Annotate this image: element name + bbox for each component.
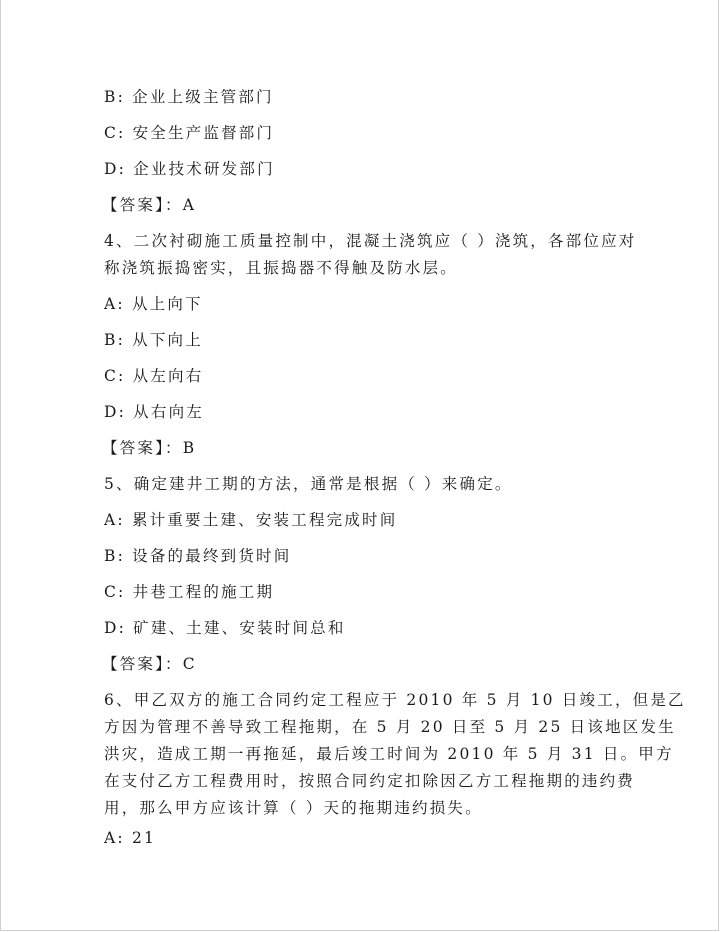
option-c-q4: C: 从左向右 xyxy=(104,367,204,385)
question-6-line-1: 6、甲乙双方的施工合同约定工程应于 2010 年 5 月 10 日竣工，但是乙 xyxy=(104,691,686,709)
question-4-line-1: 4、二次衬砌施工质量控制中，混凝土浇筑应（ ）浇筑，各部位应对 xyxy=(104,232,637,250)
question-6-line-2: 方因为管理不善导致工程拖期，在 5 月 20 日至 5 月 25 日该地区发生 xyxy=(104,718,676,736)
option-a-q6: A: 21 xyxy=(104,829,157,847)
option-b-q3: B: 企业上级主管部门 xyxy=(104,88,274,106)
answer-q3: 【答案】：A xyxy=(102,196,197,214)
question-6-line-5: 用，那么甲方应该计算（ ）天的拖期违约损失。 xyxy=(104,799,483,817)
question-5: 5、确定建井工期的方法，通常是根据（ ）来确定。 xyxy=(104,475,513,493)
answer-q5: 【答案】：C xyxy=(102,655,197,673)
option-d-q5: D: 矿建、土建、安装时间总和 xyxy=(104,619,346,637)
option-b-q5: B: 设备的最终到货时间 xyxy=(104,547,292,565)
option-a-q4: A: 从上向下 xyxy=(104,295,203,313)
option-c-q5: C: 井巷工程的施工期 xyxy=(104,583,275,601)
answer-q4: 【答案】：B xyxy=(102,439,197,457)
option-a-q5: A: 累计重要土建、安装工程完成时间 xyxy=(104,511,398,529)
question-6-line-4: 在支付乙方工程费用时，按照合同约定扣除因乙方工程拖期的违约费 xyxy=(104,772,636,790)
question-4-line-2: 称浇筑振捣密实，且振捣器不得触及防水层。 xyxy=(104,259,459,277)
option-d-q3: D: 企业技术研发部门 xyxy=(104,160,275,178)
question-6-line-3: 洪灾，造成工期一再拖延，最后竣工时间为 2010 年 5 月 31 日。甲方 xyxy=(104,745,674,763)
option-b-q4: B: 从下向上 xyxy=(104,331,203,349)
option-c-q3: C: 安全生产监督部门 xyxy=(104,124,275,142)
option-d-q4: D: 从右向左 xyxy=(104,403,204,421)
